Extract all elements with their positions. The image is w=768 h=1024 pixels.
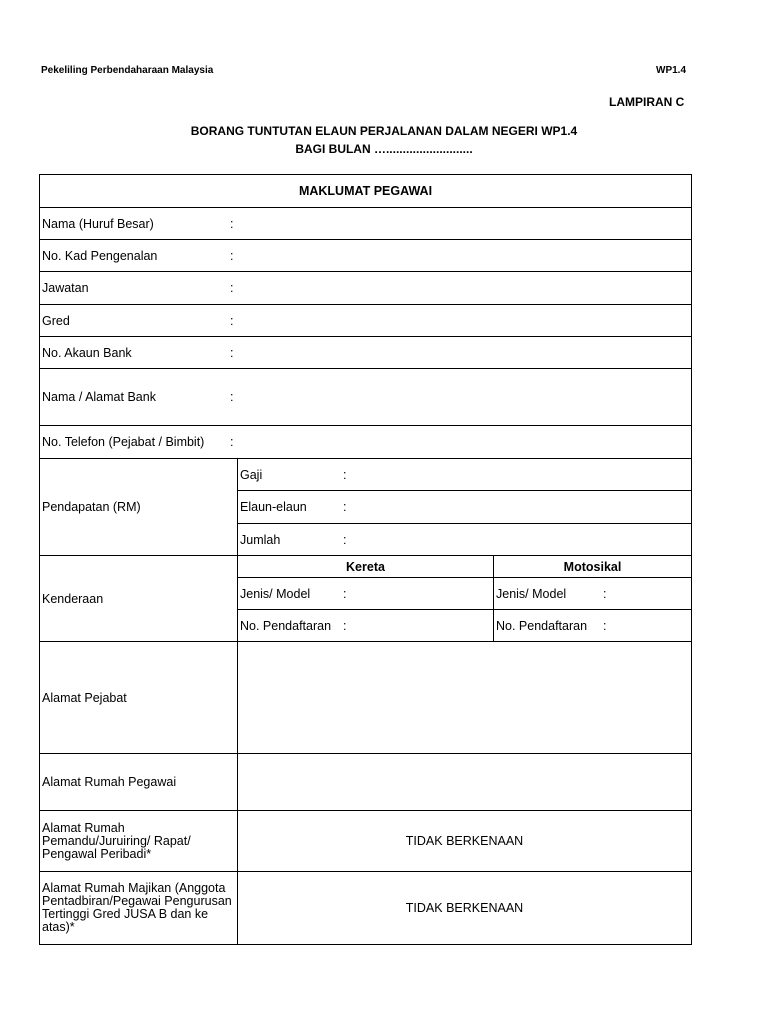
field-nama[interactable] (40, 208, 692, 240)
kereta-header: Kereta (238, 556, 494, 578)
field-label: Jumlah (240, 532, 281, 547)
officer-info-table (39, 174, 692, 945)
alamat-pejabat-field[interactable] (238, 642, 692, 754)
alamat-rumah-label: Alamat Rumah Pegawai (40, 754, 238, 811)
alamat-pemandu-value: TIDAK BERKENAAN (238, 811, 692, 872)
form-month-line: BAGI BULAN ….......................... (295, 142, 473, 156)
field-colon: : (343, 532, 347, 547)
form-code: WP1.4 (656, 65, 687, 76)
field-label: Jawatan (42, 281, 89, 295)
field-colon: : (230, 345, 234, 360)
field-label: Gaji (240, 467, 263, 482)
field-colon: : (230, 313, 234, 328)
alamat-majikan-label: Alamat Rumah Majikan (Anggota Pentadbiran/Pegawai Pengurusan Tertinggi Gred JUSA B dan ke atas)* (40, 872, 238, 945)
field-label: No. Akaun Bank (42, 345, 132, 360)
kenderaan-label: Kenderaan (40, 556, 238, 642)
field-elaun[interactable] (238, 491, 692, 524)
field-jawatan[interactable] (40, 272, 692, 305)
field-label: Nama / Alamat Bank (42, 390, 156, 404)
field-label: No. Kad Pengenalan (42, 248, 158, 263)
field-kereta-jenis[interactable] (238, 578, 494, 610)
field-motosikal-pendaftaran[interactable] (494, 610, 692, 642)
field-colon: : (343, 500, 347, 514)
field-colon: : (603, 586, 607, 601)
field-colon: : (230, 390, 234, 404)
field-akaun-bank[interactable] (40, 337, 692, 369)
motosikal-header: Motosikal (494, 556, 692, 578)
field-nama-alamat-bank[interactable] (40, 369, 692, 426)
field-colon: : (343, 618, 347, 633)
field-label: Gred (42, 313, 70, 328)
field-colon: : (230, 248, 234, 263)
pendapatan-label: Pendapatan (RM) (40, 459, 238, 556)
field-label: Elaun-elaun (240, 500, 307, 514)
field-label: Nama (Huruf Besar) (42, 216, 154, 231)
appendix-label: LAMPIRAN C (609, 95, 685, 109)
alamat-pemandu-label: Alamat Rumah Pemandu/Juruiring/ Rapat/ Pengawal Peribadi* (40, 811, 238, 872)
field-label: No. Pendaftaran (240, 618, 332, 633)
section-title: MAKLUMAT PEGAWAI (40, 175, 692, 208)
field-colon: : (230, 216, 234, 231)
field-label: No. Pendaftaran (496, 618, 588, 633)
field-colon: : (230, 435, 234, 449)
field-label: No. Telefon (Pejabat / Bimbit) (42, 435, 205, 449)
field-colon: : (343, 467, 347, 482)
field-motosikal-jenis[interactable] (494, 578, 692, 610)
field-colon: : (343, 586, 347, 601)
field-colon: : (603, 618, 607, 633)
publisher-name: Pekeliling Perbendaharaan Malaysia (41, 65, 214, 76)
alamat-rumah-field[interactable] (238, 754, 692, 811)
field-label: Jenis/ Model (240, 586, 311, 601)
field-label: Jenis/ Model (496, 586, 567, 601)
form-title: BORANG TUNTUTAN ELAUN PERJALANAN DALAM NEGERI WP1.4 (190, 124, 578, 138)
field-gred[interactable] (40, 305, 692, 337)
field-kad-pengenalan[interactable] (40, 240, 692, 272)
field-jumlah[interactable] (238, 524, 692, 556)
field-colon: : (230, 281, 234, 295)
alamat-pejabat-label: Alamat Pejabat (40, 642, 238, 754)
alamat-majikan-value: TIDAK BERKENAAN (238, 872, 692, 945)
field-telefon[interactable] (40, 426, 692, 459)
field-gaji[interactable] (238, 459, 692, 491)
field-kereta-pendaftaran[interactable] (238, 610, 494, 642)
